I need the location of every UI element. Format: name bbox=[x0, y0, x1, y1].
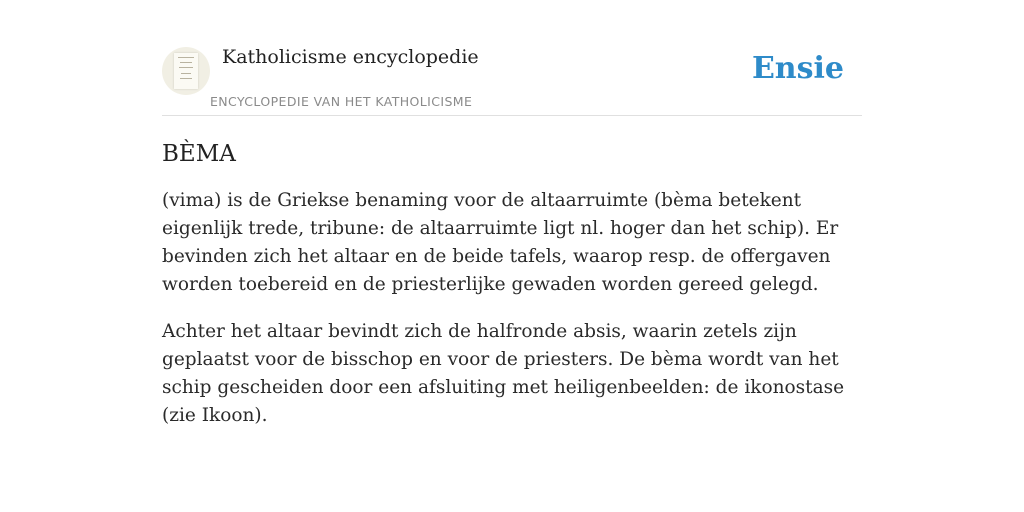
article-paragraph: Achter het altaar bevindt zich de halfronde absis, waarin zetels zijn geplaatst voor de bisschop en voor de priesters. De bèma wordt van het schip gescheiden door een afsluiting met heiligenbeelden: de ikonostase (zie Ikoon). bbox=[162, 321, 845, 426]
ensie-logo-link[interactable]: Ensie bbox=[751, 51, 844, 86]
article-title: BÈMA bbox=[162, 141, 236, 167]
book-subtitle: ENCYCLOPEDIE VAN HET KATHOLICISME bbox=[210, 94, 473, 109]
cover-page bbox=[174, 53, 198, 89]
article-body bbox=[162, 187, 862, 430]
book-title[interactable]: Katholicisme encyclopedie bbox=[222, 46, 479, 68]
encyclopedia-cover-icon[interactable] bbox=[162, 47, 210, 95]
page-header bbox=[162, 45, 862, 116]
page-container bbox=[162, 0, 862, 430]
article-paragraph: (vima) is de Griekse benaming voor de altaarruimte (bèma betekent eigenlijk trede, tribune: de altaarruimte ligt nl. hoger dan het schip). Er bevinden zich het altaar en de beide tafels, waarop resp. de offergaven worden toebereid en de priesterlijke gewaden worden gereed gelegd. bbox=[162, 190, 839, 295]
